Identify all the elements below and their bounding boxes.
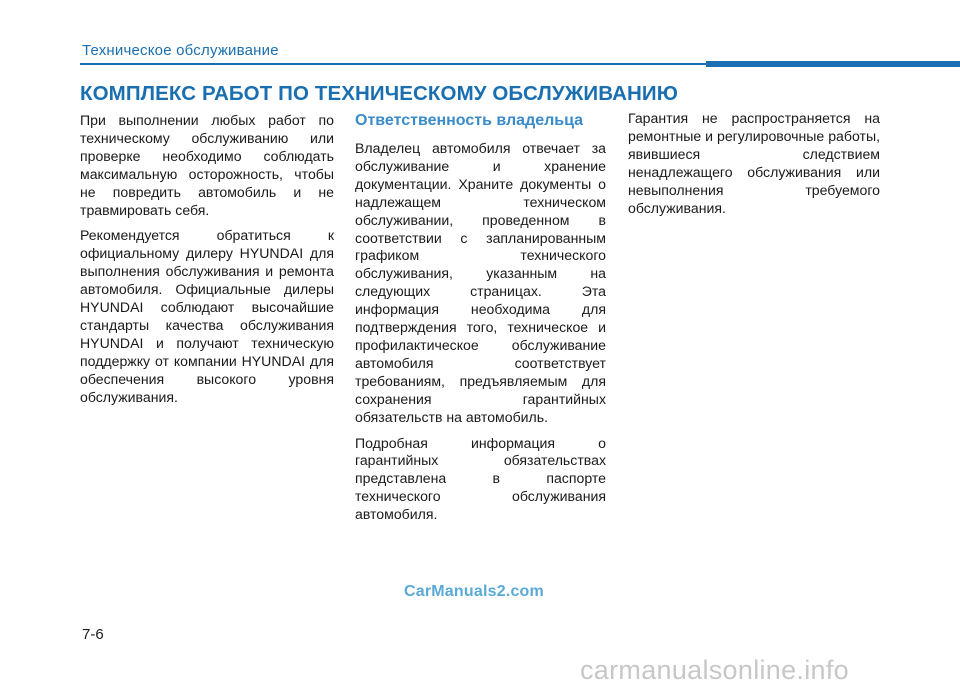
header-divider: [80, 63, 706, 65]
text-column-2: [355, 112, 606, 532]
paragraph: Гарантия не распространяется на ремонтные и регулировочные работы, явившиеся следствием ненадлежащего обслуживания или невыполнения требуемого обслуживания.: [628, 110, 880, 216]
paragraph: При выполнении любых работ по техническому обслуживанию или проверке необходимо соблюдать максимальную осторожность, чтобы не повредить автомобиль и не травмировать себя.: [80, 112, 334, 218]
subheading-owner-responsibility: Ответственность владельца: [355, 112, 584, 129]
header-divider-accent: [706, 61, 960, 67]
text-column-1: [80, 112, 334, 415]
page-number: 7-6: [82, 626, 104, 643]
carmanuals-watermark-link[interactable]: CarManuals2.com: [404, 583, 544, 600]
paragraph: Подробная информация о гарантийных обязательствах представлена в паспорте технического обслуживания автомобиля.: [355, 434, 606, 523]
paragraph: Рекомендуется обратиться к официальному дилеру HYUNDAI для выполнения обслуживания и ремонта автомобиля. Официальные дилеры HYUNDAI соблюдают высочайшие стандарты качества обслуживания HYUNDAI и получают техническую поддержку от компании HYUNDAI для обеспечения высокого уровня обслуживания.: [80, 227, 334, 405]
carmanualsonline-watermark: carmanualsonline.info: [580, 655, 849, 685]
header-title: Техническое обслуживание: [82, 42, 279, 59]
section-title: КОМПЛЕКС РАБОТ ПО ТЕХНИЧЕСКОМУ ОБСЛУЖИВАНИЮ: [80, 82, 678, 105]
paragraph: Владелец автомобиля отвечает за обслуживание и хранение документации. Храните документы о надлежащем техническом обслуживании, проведенном в соответствии с запланированным графиком технического обслуживания, указанным на следующих страницах. Эта информация необходима для подтверждения того, техническое и профилактическое обслуживание автомобиля соответствует требованиям, предъявляемым для сохранения гарантийных обязательств на автомобиль.: [355, 140, 606, 425]
text-column-3: [628, 110, 880, 225]
